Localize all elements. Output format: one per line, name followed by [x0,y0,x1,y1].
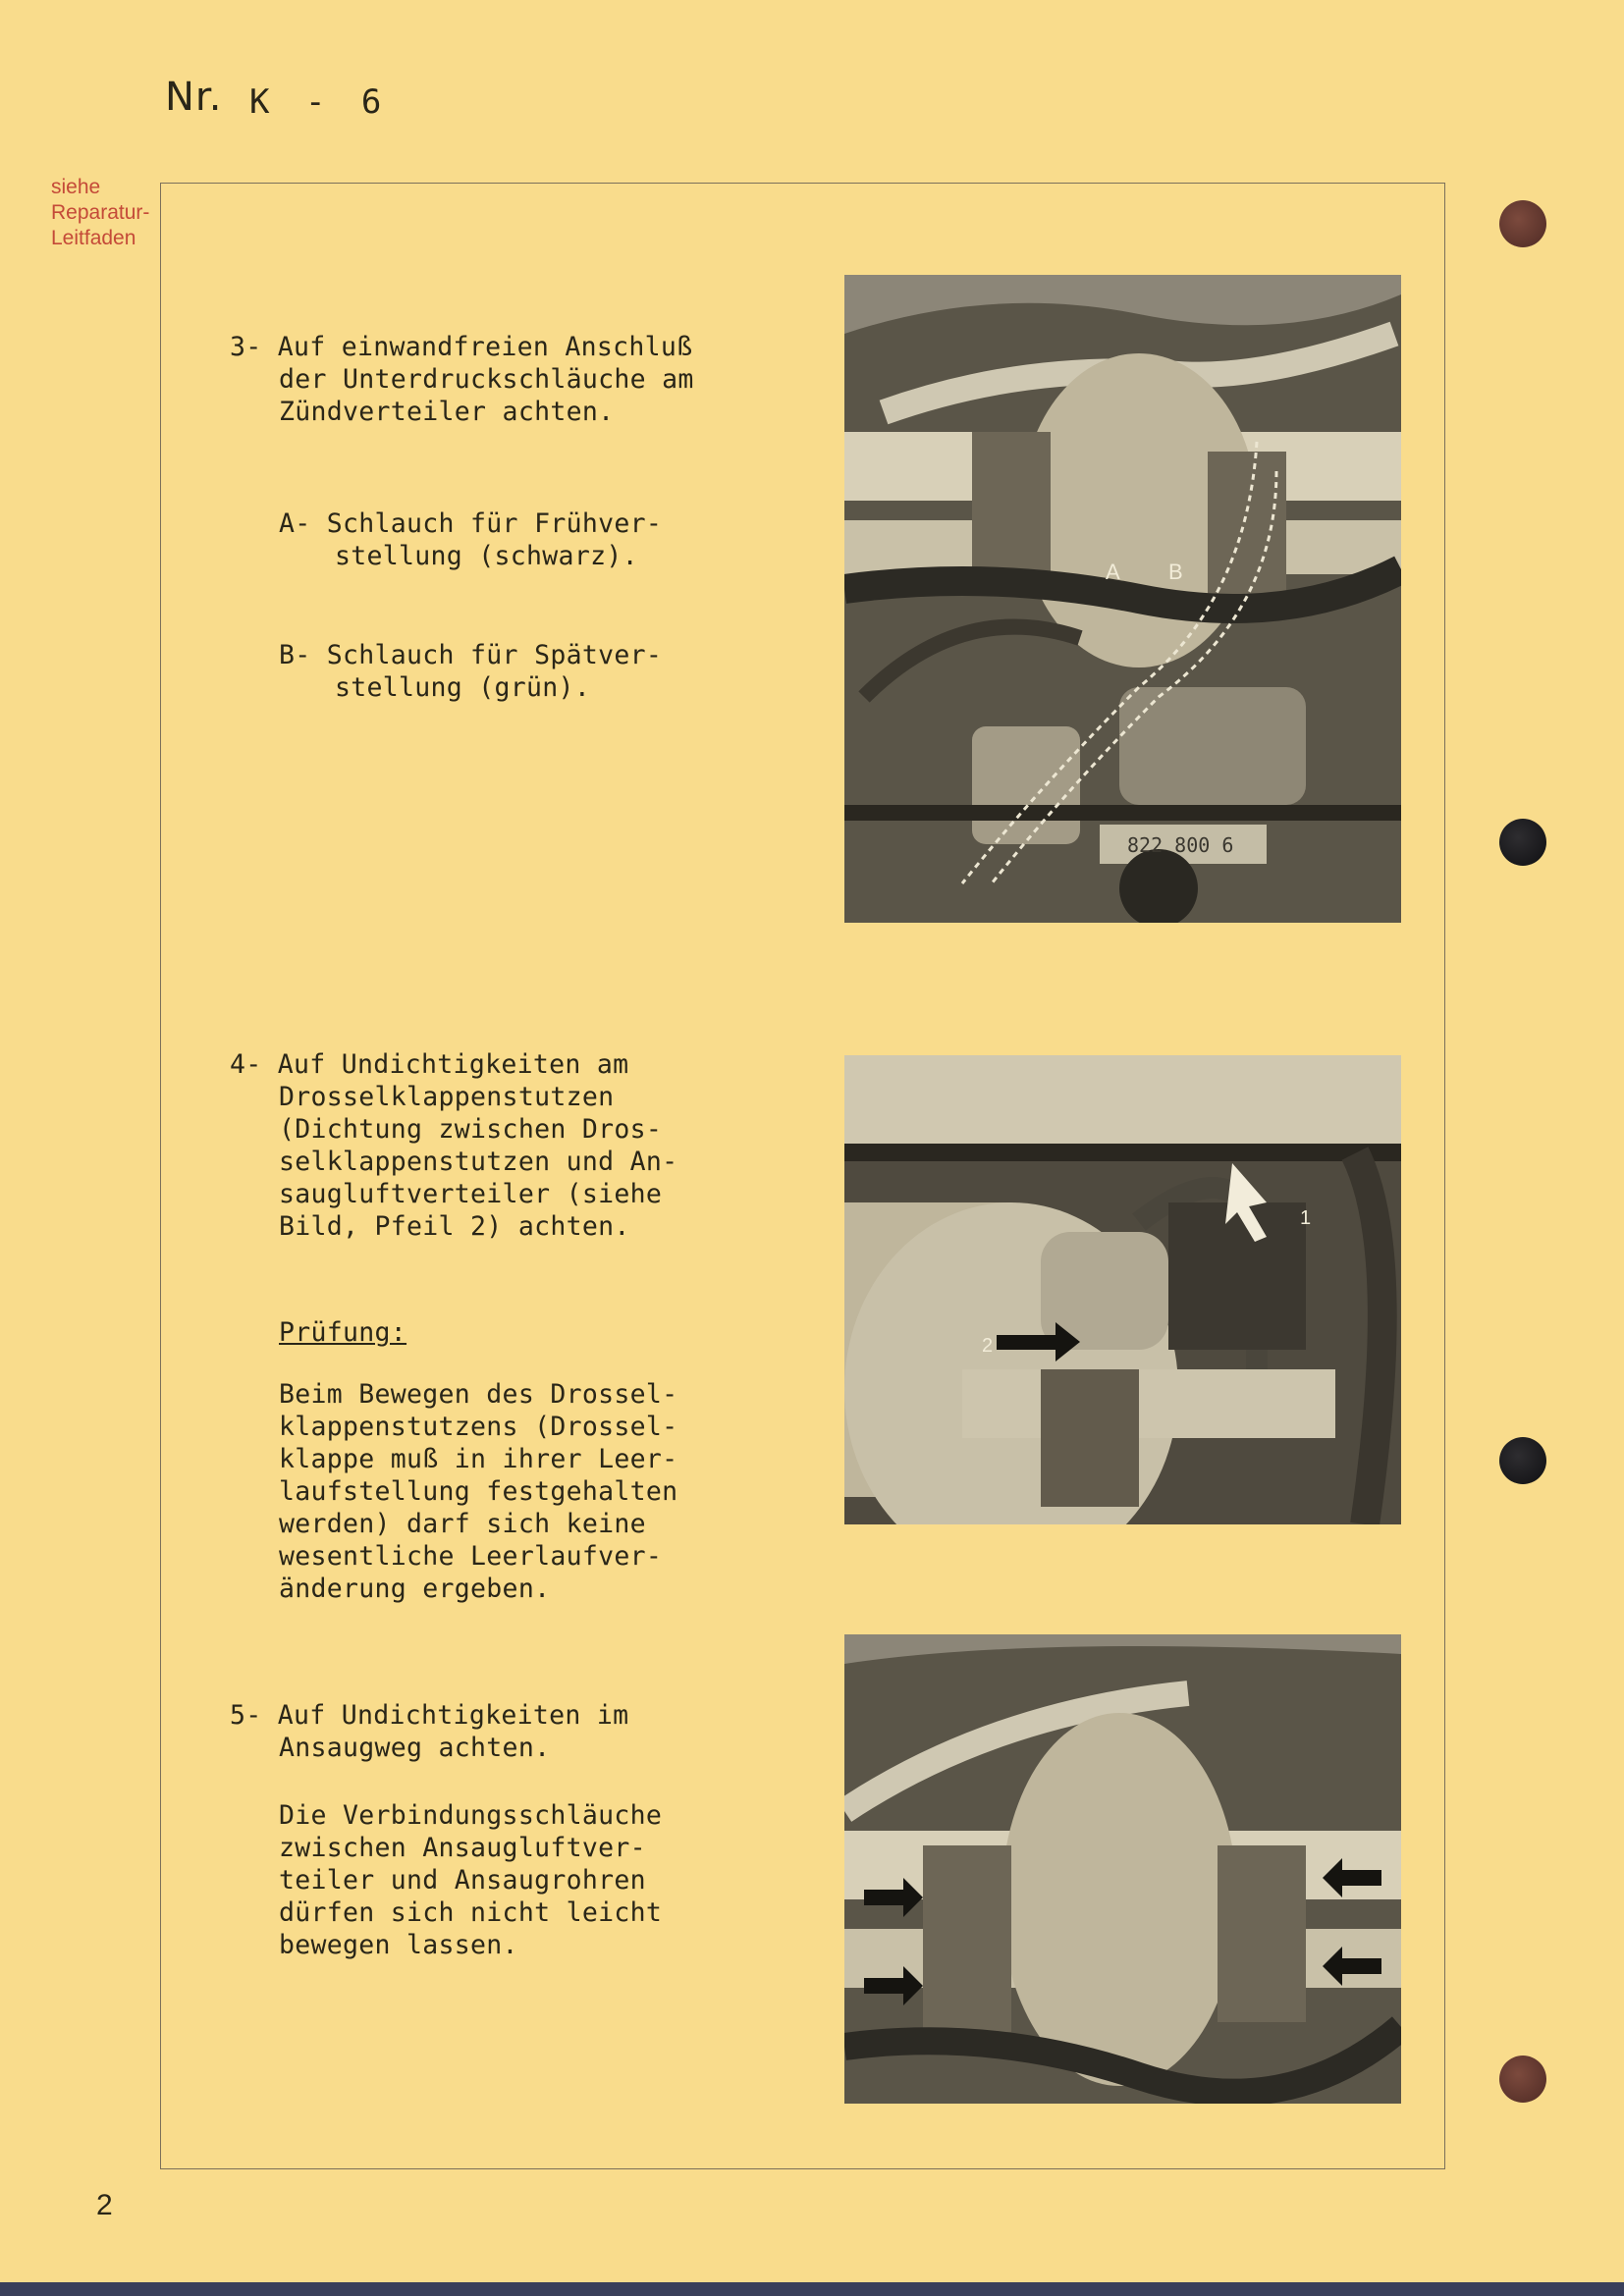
engine-plate-text: 822 800 6 [1127,833,1234,857]
binder-hole-icon [1499,2056,1546,2103]
arrow-label-1: 1 [1300,1207,1312,1229]
side-note-line: Leitfaden [51,227,136,249]
photo-label-b: B [1168,560,1183,584]
engine-photo-throttle [844,1055,1401,1524]
document-number: K - 6 [249,82,390,122]
step-3-item-a: A- Schlauch für Frühver- stellung (schwarz). [279,508,663,571]
step-4-text: 4- Auf Undichtigkeiten am Drosselklappenstutzen (Dichtung zwischen Dros- selklappenstutzen und An- saugluftverteiler (siehe Bild, Pfeil 2) achten. [230,1049,678,1242]
side-note [51,175,149,251]
scan-edge-strip [0,2282,1624,2296]
side-note-line: siehe [51,176,101,198]
arrow-label-2: 2 [982,1335,994,1357]
engine-photo-intake-hoses [844,1634,1401,2104]
photo-label-a: A [1106,560,1120,584]
page-number: 2 [96,2189,113,2221]
step-3-item-b: B- Schlauch für Spätver- stellung (grün). [279,640,663,703]
side-note-line: Reparatur- [51,201,150,224]
check-heading: Prüfung: [279,1317,407,1348]
document-number-label: Nr. [165,75,223,120]
step-3-text: 3- Auf einwandfreien Anschluß der Unterdruckschläuche am Zündverteiler achten. [230,332,694,427]
check-text: Beim Bewegen des Drossel- klappenstutzens (Drossel- klappe muß in ihrer Leer- laufstellung festgehalten werden) darf sich keine wesentliche Leerlaufver- änderung ergeben. [279,1379,678,1604]
binder-hole-icon [1499,200,1546,247]
step-5-detail: Die Verbindungsschläuche zwischen Ansaugluftver- teiler und Ansaugrohren dürfen sich nicht leicht bewegen lassen. [279,1800,663,1960]
engine-photo-distributor [844,275,1401,923]
step-5-text: 5- Auf Undichtigkeiten im Ansaugweg achten. [230,1700,629,1763]
binder-hole-icon [1499,819,1546,866]
binder-hole-icon [1499,1437,1546,1484]
